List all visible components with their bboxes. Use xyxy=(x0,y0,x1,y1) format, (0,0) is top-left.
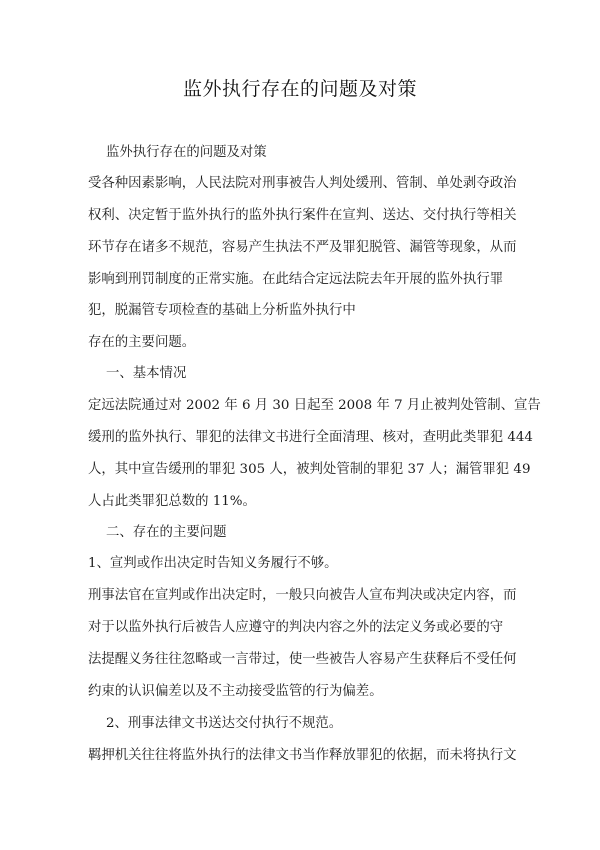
point1-line-1: 刑事法官在宣判或作出决定时，一般只向被告人宣布判决或决定内容，而 xyxy=(88,588,517,603)
point1-line-2: 对于以监外执行后被告人应遵守的判决内容之外的法定义务或必要的守 xyxy=(88,620,504,635)
section1-line-1: 定远法院通过对 2002 年 6 月 30 日起至 2008 年 7 月止被判处管制、宣告 xyxy=(88,398,541,413)
point2-line-1: 羁押机关往往将监外执行的法律文书当作释放罪犯的依据，而未将执行文 xyxy=(88,748,517,763)
point2-heading: 2、刑事法律文书送达交付执行不规范。 xyxy=(106,716,343,731)
point1-heading: 1、宣判或作出决定时告知义务履行不够。 xyxy=(88,556,338,571)
section1-line-4: 人占此类罪犯总数的 11%。 xyxy=(88,494,256,509)
point1-line-3: 法提醒义务往往忽略或一言带过，使一些被告人容易产生获释后不受任何 xyxy=(88,652,517,667)
intro-line-1: 受各种因素影响，人民法院对刑事被告人判处缓刑、管制、单处剥夺政治 xyxy=(88,176,517,191)
section1-heading: 一、基本情况 xyxy=(106,366,187,381)
intro-line-6: 存在的主要问题。 xyxy=(88,335,196,350)
intro-line-4: 影响到刑罚制度的正常实施。在此结合定远法院去年开展的监外执行罪 xyxy=(88,272,504,287)
document-title: 监外执行存在的问题及对策 xyxy=(182,78,417,100)
section1-line-3: 人，其中宣告缓刑的罪犯 305 人，被判处管制的罪犯 37 人；漏管罪犯 49 xyxy=(88,462,531,477)
section1-line-2: 缓刑的监外执行、罪犯的法律文书进行全面清理、核对，查明此类罪犯 444 xyxy=(88,430,533,445)
intro-line-3: 环节存在诸多不规范，容易产生执法不严及罪犯脱管、漏管等现象，从而 xyxy=(88,240,517,255)
document-subtitle: 监外执行存在的问题及对策 xyxy=(106,145,267,160)
point1-line-4: 约束的认识偏差以及不主动接受监管的行为偏差。 xyxy=(88,684,383,699)
intro-line-5: 犯，脱漏管专项检查的基础上分析监外执行中 xyxy=(88,303,356,318)
section2-heading: 二、存在的主要问题 xyxy=(106,525,227,540)
intro-line-2: 权利、决定暂于监外执行的监外执行案件在宣判、送达、交付执行等相关 xyxy=(88,208,517,223)
